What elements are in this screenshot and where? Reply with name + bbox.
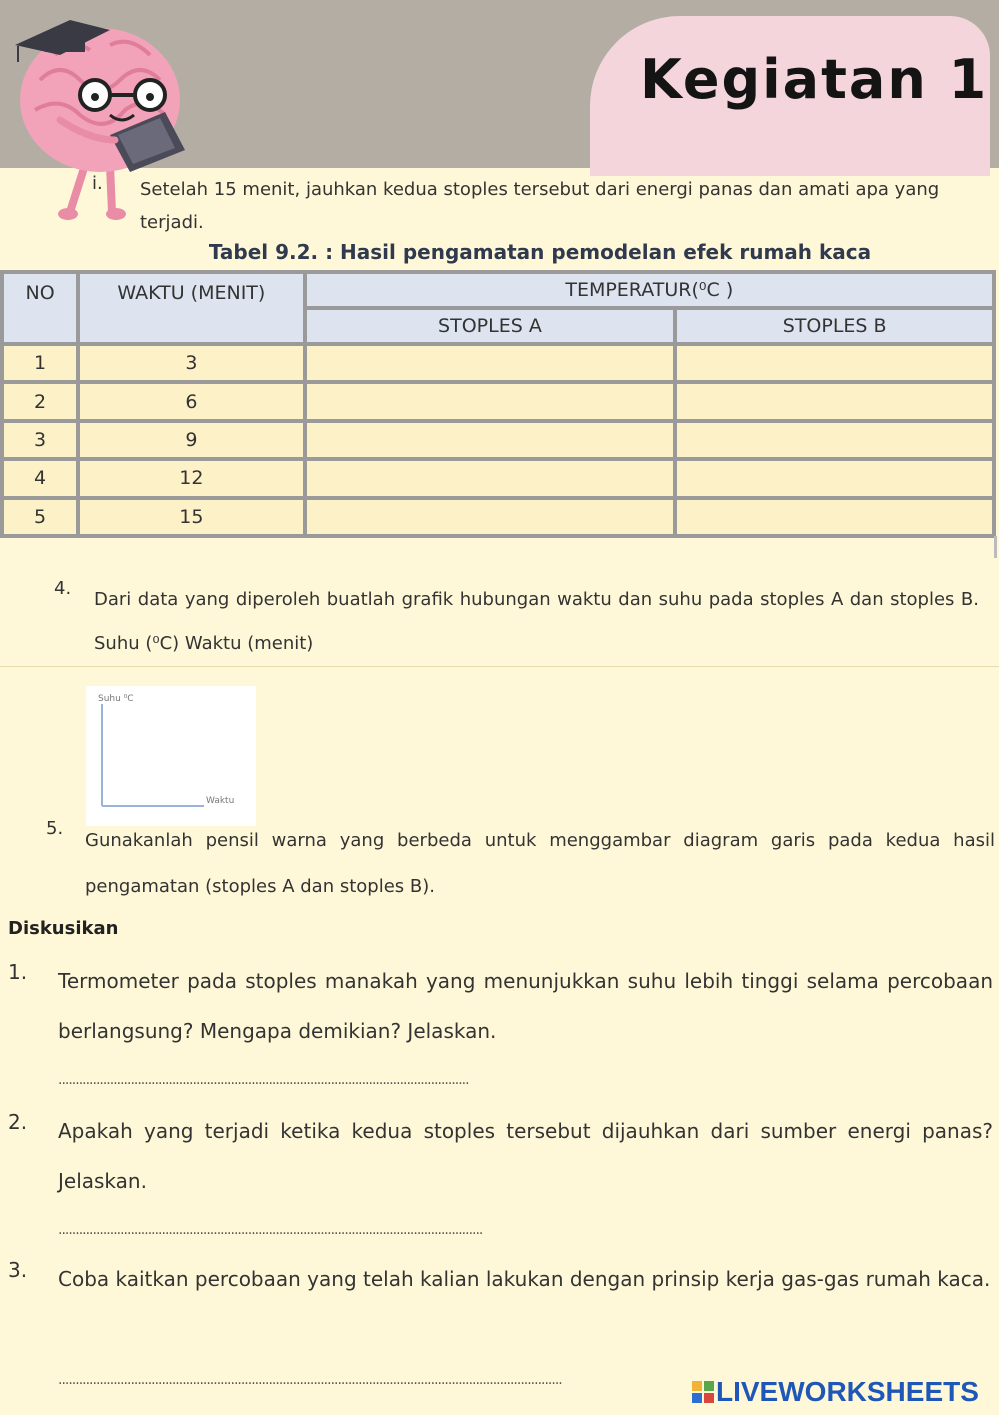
graph-sketch — [86, 686, 256, 826]
discussion-heading: Diskusikan — [8, 918, 119, 939]
cell-no: 5 — [4, 500, 76, 534]
liveworksheets-text: LIVEWORKSHEETS — [716, 1376, 979, 1407]
header-stoples-a: STOPLES A — [307, 310, 674, 342]
discussion-3-text: Coba kaitkan percobaan yang telah kalian lakukan dengan prinsip kerja gas-gas rumah kaca. — [58, 1267, 991, 1291]
cell-waktu: 3 — [80, 346, 302, 380]
cell-stoples-b-input[interactable] — [677, 500, 992, 534]
discussion-3-answer[interactable]: .................................................................................................................................................. — [58, 1372, 562, 1388]
step-number: i. — [92, 173, 103, 194]
discussion-2-answer[interactable]: ........................................................................................................................... — [58, 1222, 483, 1238]
question-4-text: Dari data yang diperoleh buatlah grafik hubungan waktu dan suhu pada stoples A dan stoples B. Suhu (⁰C) Waktu (menit) — [94, 589, 979, 654]
discussion-1-number: 1. — [8, 960, 28, 984]
discussion-1-text: Termometer pada stoples manakah yang menunjukkan suhu lebih tinggi selama percobaan berlangsung? Mengapa demikian? Jelaskan. — [58, 969, 993, 1043]
header-temperatur: TEMPERATUR(⁰C ) — [307, 274, 992, 306]
discussion-2-number: 2. — [8, 1110, 28, 1134]
liveworksheets-logo — [692, 1376, 992, 1408]
divider — [994, 536, 997, 558]
cell-stoples-b-input[interactable] — [677, 461, 992, 495]
question-5-number: 5. — [46, 818, 64, 839]
cell-stoples-a-input[interactable] — [307, 346, 674, 380]
discussion-2-text: Apakah yang terjadi ketika kedua stoples tersebut dijauhkan dari sumber energi panas? Jelaskan. — [58, 1119, 993, 1193]
cell-no: 2 — [4, 384, 76, 418]
table-title: Tabel 9.2. : Hasil pengamatan pemodelan efek rumah kaca — [208, 240, 872, 264]
cell-waktu: 6 — [80, 384, 302, 418]
discussion-3-number: 3. — [8, 1258, 28, 1282]
header-stoples-b: STOPLES B — [677, 310, 992, 342]
header-waktu: WAKTU (MENIT) — [80, 274, 302, 342]
observation-table — [0, 270, 996, 538]
cell-stoples-b-input[interactable] — [677, 423, 992, 457]
cell-stoples-b-input[interactable] — [677, 384, 992, 418]
page-title: Kegiatan 1 — [640, 48, 989, 111]
cell-stoples-a-input[interactable] — [307, 500, 674, 534]
question-4-number: 4. — [54, 578, 72, 599]
cell-no: 1 — [4, 346, 76, 380]
cell-waktu: 9 — [80, 423, 302, 457]
question-5-text: Gunakanlah pensil warna yang berbeda untuk menggambar diagram garis pada kedua hasil pengamatan (stoples A dan stoples B). — [85, 830, 995, 897]
cell-no: 3 — [4, 423, 76, 457]
discussion-1-answer[interactable]: ....................................................................................................................... — [58, 1072, 469, 1088]
cell-stoples-a-input[interactable] — [307, 461, 674, 495]
step-text: Setelah 15 menit, jauhkan kedua stoples tersebut dari energi panas dan amati apa yang terjadi. — [140, 179, 940, 233]
graph-x-label: Waktu — [206, 796, 235, 806]
cell-waktu: 15 — [80, 500, 302, 534]
graph-y-label: Suhu ⁰C — [98, 694, 134, 704]
cell-waktu: 12 — [80, 461, 302, 495]
cell-stoples-b-input[interactable] — [677, 346, 992, 380]
cell-stoples-a-input[interactable] — [307, 384, 674, 418]
liveworksheets-icon — [692, 1381, 714, 1403]
cell-stoples-a-input[interactable] — [307, 423, 674, 457]
header-no: NO — [4, 274, 76, 342]
cell-no: 4 — [4, 461, 76, 495]
